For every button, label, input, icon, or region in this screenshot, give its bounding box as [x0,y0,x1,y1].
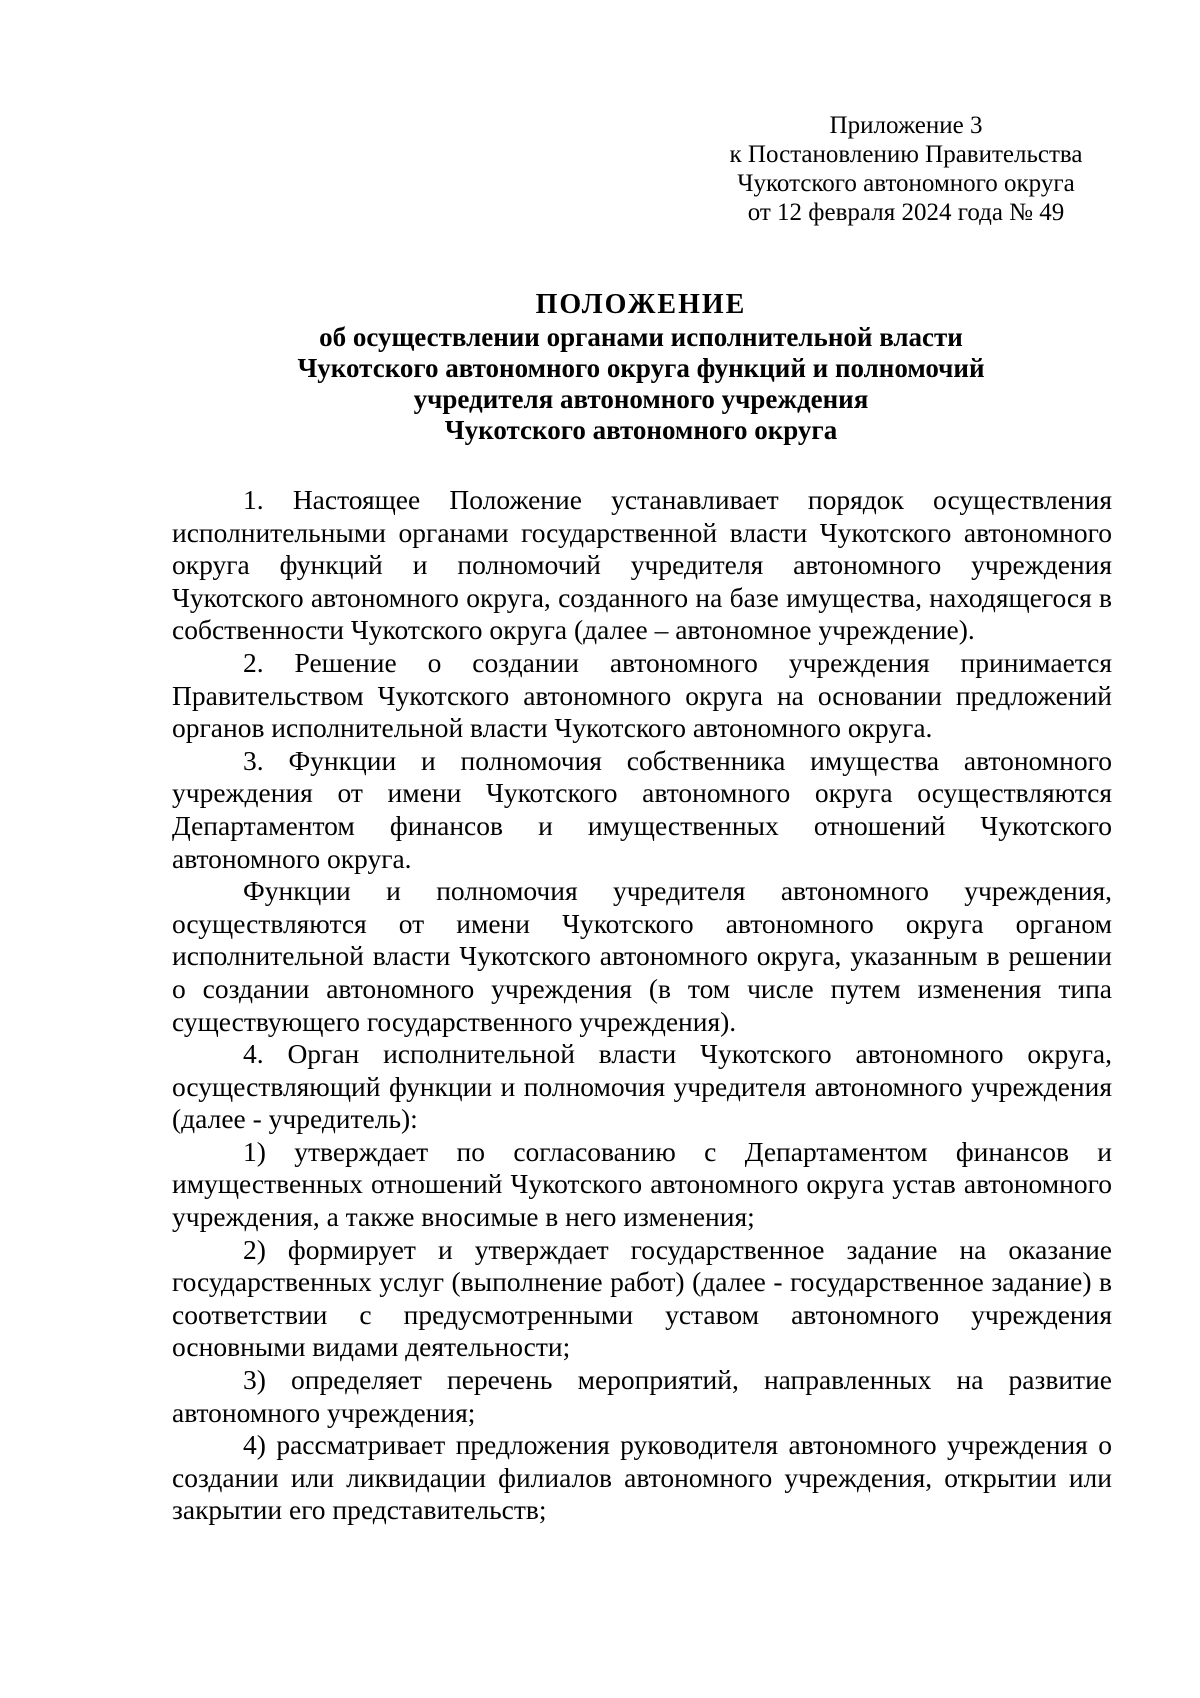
document-subtitle-line: Чукотского автономного округа [444,415,838,445]
paragraph-1: 1. Настоящее Положение устанавливает порядок осуществления исполнительными органами государственной власти Чукотского автономного округа функций и полномочий учредителя автономного учреждения Чукотского автономного округа, созданного на базе имущества, находящегося в собственности Чукотского округа (далее – автономное учреждение). [172,484,1112,646]
document-subtitle-line: об осуществлении органами исполнительной власти [319,322,963,352]
document-subtitle-line: Чукотского автономного округа функций и полномочий [297,353,985,383]
paragraph-2: 2. Решение о создании автономного учреждения принимается Правительством Чукотского автономного округа на основании предложений органов исполнительной власти Чукотского автономного округа. [172,646,1112,744]
document-title: ПОЛОЖЕНИЕ [535,289,747,320]
paragraph-3: 3. Функции и полномочия собственника имущества автономного учреждения от имени Чукотского автономного округа осуществляются Департаментом финансов и имущественных отношений Чукотского автономного округа. [172,744,1112,874]
paragraph-4: 4. Орган исполнительной власти Чукотского автономного округа, осуществляющий функции и полномочия учредителя автономного учреждения (далее - учредитель): [172,1038,1112,1135]
appendix-reference: к Постановлению Правительства [729,141,1083,168]
title-block [170,288,1112,446]
appendix-date: от 12 февраля 2024 года № 49 [747,199,1065,226]
paragraph-3-continued: Функции и полномочия учредителя автономного учреждения, осуществляются от имени Чукотского автономного округа органом исполнительной власти Чукотского автономного округа, указанным в решении о создании автономного учреждения (в том числе путем изменения типа существующего государственного учреждения). [172,875,1112,1037]
paragraph-4-item-4: 4) рассматривает предложения руководителя автономного учреждения о создании или ликвидации филиалов автономного учреждения, открытии или закрытии его представительств; [172,1429,1112,1526]
appendix-number: Приложение 3 [829,112,983,139]
appendix-block [700,111,1112,227]
paragraph-4-item-2: 2) формирует и утверждает государственное задание на оказание государственных услуг (выполнение работ) (далее - государственное задание) в соответствии с предусмотренными уставом автономного учреждения основными видами деятельности; [172,1233,1112,1363]
document-subtitle-line: учредителя автономного учреждения [413,384,869,414]
paragraph-4-item-1: 1) утверждает по согласованию с Департаментом финансов и имущественных отношений Чукотского автономного округа устав автономного учреждения, а также вносимые в него изменения; [172,1135,1112,1233]
document-body [172,484,1112,1527]
paragraph-4-item-3: 3) определяет перечень мероприятий, направленных на развитие автономного учреждения; [172,1364,1112,1428]
appendix-region: Чукотского автономного округа [737,170,1075,197]
